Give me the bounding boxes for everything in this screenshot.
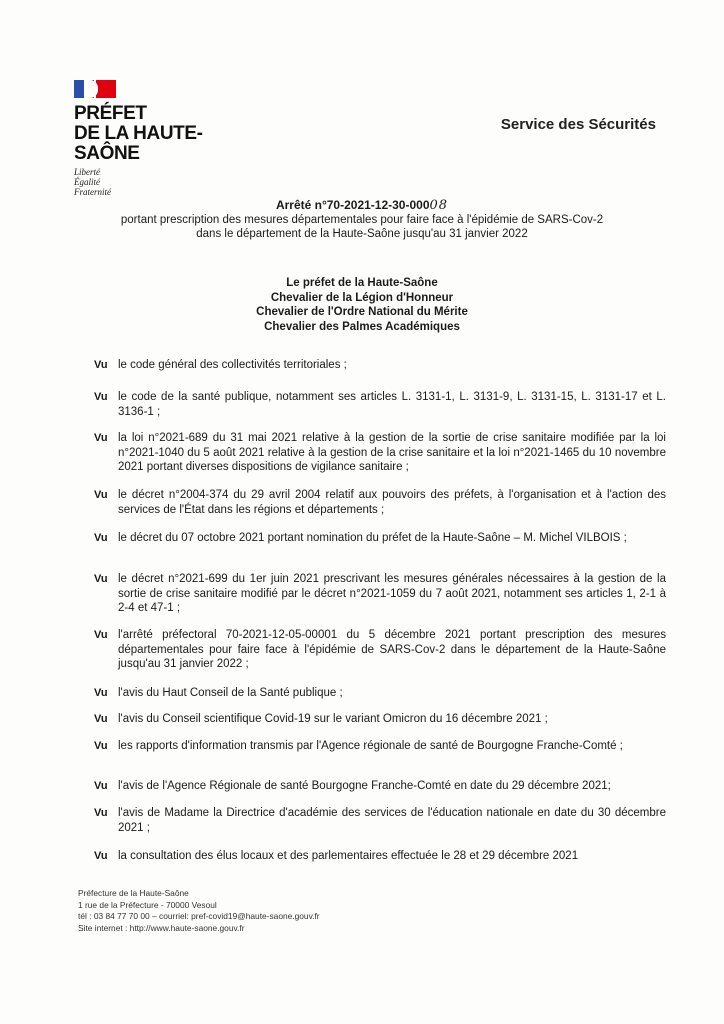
prefecture-logo [74,78,224,197]
motto-line: Liberté [74,167,100,177]
vu-text: les rapports d'information transmis par l'Agence régionale de santé de Bourgogne Franche-Comté ; [118,740,623,752]
motto-line: Égalité [74,177,100,187]
vu-item [94,531,666,546]
prefect-line: Chevalier de la Légion d'Honneur [270,291,454,304]
vu-text: l'avis de Madame la Directrice d'académie des services de l'éducation nationale en date du 30 décembre 2021 ; [118,807,666,834]
vu-text: le décret n°2021-699 du 1er juin 2021 prescrivant les mesures générales nécessaires à la gestion de la sortie de crise sanitaire modifié par le décret n°2021-1059 du 7 août 2021, notamment ses articles 1, 2-1 à 2-4 et 47-1 ; [118,573,666,614]
marianne-icon [74,78,118,100]
footer-line: Préfecture de la Haute-Saône [78,888,189,898]
vu-item [94,712,666,727]
prefect-titles [60,276,664,334]
prefet-line: SAÔNE [74,143,140,164]
vu-label: Vu [94,532,108,544]
vu-text: l'arrêté préfectoral 70-2021-12-05-00001 du 5 décembre 2021 portant prescription des mesures départementales pour faire face à l'épidémie de SARS-Cov-2 dans le département de la Haute-Saône jusqu'au 31 janvier 2022 ; [118,629,666,670]
vu-label: Vu [94,740,108,752]
vu-item [94,488,666,517]
vu-item [94,628,666,672]
vu-item [94,572,666,616]
footer-line: 1 rue de la Préfecture - 70000 Vesoul [78,899,217,910]
vu-text: l'avis de l'Agence Régionale de santé Bourgogne Franche-Comté en date du 29 décembre 2021; [118,780,611,792]
prefet-line: PRÉFET [74,103,147,124]
vu-text: le code général des collectivités territoriales ; [118,359,347,371]
prefet-line: DE LA HAUTE- [74,123,203,144]
vu-text: l'avis du Conseil scientifique Covid-19 sur le variant Omicron du 16 décembre 2021 ; [118,713,548,725]
vu-item [94,390,666,419]
vu-label: Vu [94,629,108,641]
vu-item [94,739,666,754]
vu-label: Vu [94,687,108,699]
arrete-number: Arrêté n°70-2021-12-30-000 [275,198,430,212]
arrete-subject-line: portant prescription des mesures départementales pour faire face à l'épidémie de SARS-Cov-2 [120,214,604,226]
vu-item [94,431,666,475]
prefecture-footer [78,888,320,934]
arrete-title [60,198,664,241]
vu-text: l'avis du Haut Conseil de la Santé publique ; [118,687,343,699]
republic-motto [74,167,224,197]
vu-item [94,358,666,373]
vu-label: Vu [94,391,108,403]
vu-text: la loi n°2021-689 du 31 mai 2021 relative à la gestion de la sortie de crise sanitaire modifiée par la loi n°2021-1040 du 5 août 2021 relative à la gestion de la crise sanitaire et la loi n°2021-1465 du 10 novembre 2021 portant diverses dispositions de vigilance sanitaire ; [118,432,666,473]
vu-text: le code de la santé publique, notamment ses articles L. 3131-1, L. 3131-9, L. 3131-15, L. 3131-17 et L. 3136-1 ; [118,391,666,418]
footer-line: tél : 03 84 77 70 00 – courriel: pref-covid19@haute-saone.gouv.fr [78,911,320,921]
arrete-subject-line: dans le département de la Haute-Saône jusqu'au 31 janvier 2022 [196,228,528,240]
vu-item [94,806,666,835]
vu-label: Vu [94,807,108,819]
vu-item [94,686,666,701]
vu-item [94,849,666,864]
prefect-line: Le préfet de la Haute-Saône [286,277,438,289]
prefet-title [74,104,224,164]
footer-line: Site internet : http://www.haute-saone.gouv.fr [78,922,245,933]
vu-label: Vu [94,359,108,371]
vu-text: la consultation des élus locaux et des parlementaires effectuée le 28 et 29 décembre 2021 [118,850,579,862]
vu-text: le décret n°2004-374 du 29 avril 2004 relatif aux pouvoirs des préfets, à l'organisation et à l'action des services de l'État dans les régions et départements ; [118,489,666,516]
prefect-line: Chevalier des Palmes Académiques [264,320,460,333]
arrete-handwritten-suffix: 08 [429,198,449,213]
vu-label: Vu [94,489,108,501]
vu-label: Vu [94,850,108,862]
prefect-line: Chevalier de l'Ordre National du Mérite [256,306,468,318]
vu-text: le décret du 07 octobre 2021 portant nomination du préfet de la Haute-Saône – M. Michel VILBOIS ; [118,532,627,544]
vu-label: Vu [94,432,108,444]
vu-label: Vu [94,713,108,725]
vu-item [94,779,666,794]
service-name: Service des Sécurités [500,116,656,133]
motto-line: Fraternité [74,187,111,197]
vu-label: Vu [94,573,108,585]
vu-label: Vu [94,780,108,792]
